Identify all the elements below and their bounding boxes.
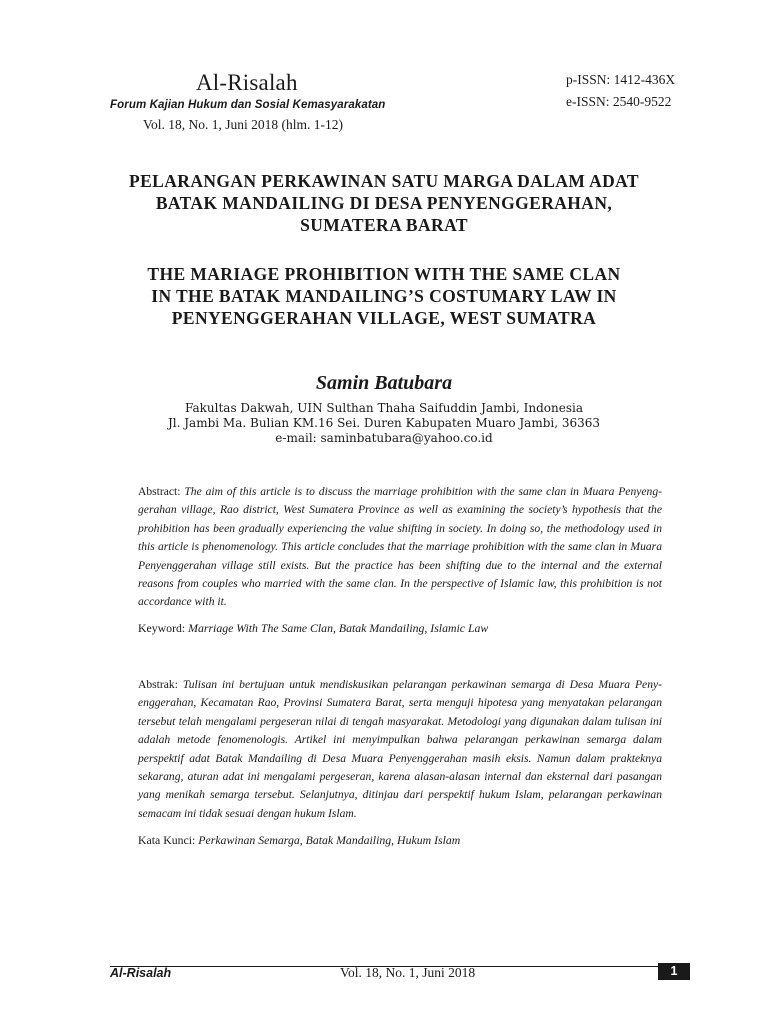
abstract-text: The aim of this article is to discuss the marriage prohibition with the same clan in Muara Penyeng-gerahan village, Rao district, West Sumatera Province as well as examining the society’s hypothesis that the prohibition has been gradually experiencing the value shifting in society. In doing so, the methodology used in this article is phenomenology. This article concludes that the marriage prohibition with the same clan in Muara Penyenggerahan village still exists. But the practice has been shifting due to the internal and the external reasons from couples who married with the same clan. In the perspective of Islamic law, this prohibition is not accordance with it. — [138, 485, 662, 609]
volume-line: Vol. 18, No. 1, Juni 2018 (hlm. 1-12) — [143, 117, 344, 132]
e-issn: e-ISSN: 2540-9522 — [566, 94, 672, 109]
title-line: PENYENGGERAHAN VILLAGE, WEST SUMATRA — [171, 308, 597, 328]
keywords-label: Kata Kunci: — [138, 833, 196, 847]
abstract-text: Tulisan ini bertujuan untuk mendiskusikan pelarangan perkawinan semarga di Desa Muara Peny-enggerahan, Kecamatan Rao, Provinsi Sumatera Barat, serta menguji hipotesa yang menyatakan pelarangan tersebut telah mengalami pergeseran nilai di tengah masyarakat. Metodologi yang digunakan dalam tulisan ini adalah metode fenomenologis. Artikel ini menyimpulkan bahwa pelarangan perkawinan semarga dalam perspektif adat Batak Mandailing di Desa Muara Penyenggerahan masih eksis. Namun dalam prakteknya sekarang, aturan adat ini mengalami pergeseran, karena alasan-alasan internal dan eksternal dari pasangan yang menikah semarga tersebut. Selanjutnya, ditinjau dari perspektif hukum Islam, pelarangan perkawinan semacam ini tidak sesuai dengan hukum Islam. — [138, 678, 662, 820]
author-address: Jl. Jambi Ma. Bulian KM.16 Sei. Duren Kabupaten Muaro Jambi, 36363 — [167, 416, 601, 430]
keywords-indonesian — [138, 833, 662, 848]
title-indonesian — [90, 170, 678, 236]
author-name: Samin Batubara — [315, 372, 453, 394]
page-number: 1 — [658, 963, 690, 980]
keywords-text: Perkawinan Semarga, Batak Mandailing, Hukum Islam — [198, 833, 461, 847]
abstract-english — [138, 483, 662, 612]
title-line: BATAK MANDAILING DI DESA PENYENGGERAHAN, — [155, 193, 613, 213]
footer-volume: Vol. 18, No. 1, Juni 2018 — [340, 965, 476, 980]
footer-journal-name: Al-Risalah — [110, 966, 172, 980]
keywords-english — [138, 621, 662, 636]
journal-subtitle: Forum Kajian Hukum dan Sosial Kemasyarakatan — [110, 99, 386, 111]
title-english — [90, 263, 678, 329]
p-issn: p-ISSN: 1412-436X — [566, 72, 676, 87]
title-line: PELARANGAN PERKAWINAN SATU MARGA DALAM ADAT — [129, 171, 639, 191]
title-line: SUMATERA BARAT — [300, 215, 468, 235]
journal-name: Al-Risalah — [196, 70, 298, 95]
abstract-label: Abstrak: — [138, 678, 178, 691]
keywords-text: Marriage With The Same Clan, Batak Mandailing, Islamic Law — [188, 621, 489, 635]
title-line: THE MARIAGE PROHIBITION WITH THE SAME CLAN — [147, 264, 621, 284]
author-affiliation: Fakultas Dakwah, UIN Sulthan Thaha Saifuddin Jambi, Indonesia — [184, 401, 584, 415]
title-line: IN THE BATAK MANDAILING’S COSTUMARY LAW IN — [151, 286, 617, 306]
keywords-label: Keyword: — [138, 621, 186, 635]
abstract-label: Abstract: — [138, 485, 181, 498]
abstract-indonesian — [138, 676, 662, 823]
author-email: e-mail: saminbatubara@yahoo.co.id — [275, 431, 493, 445]
